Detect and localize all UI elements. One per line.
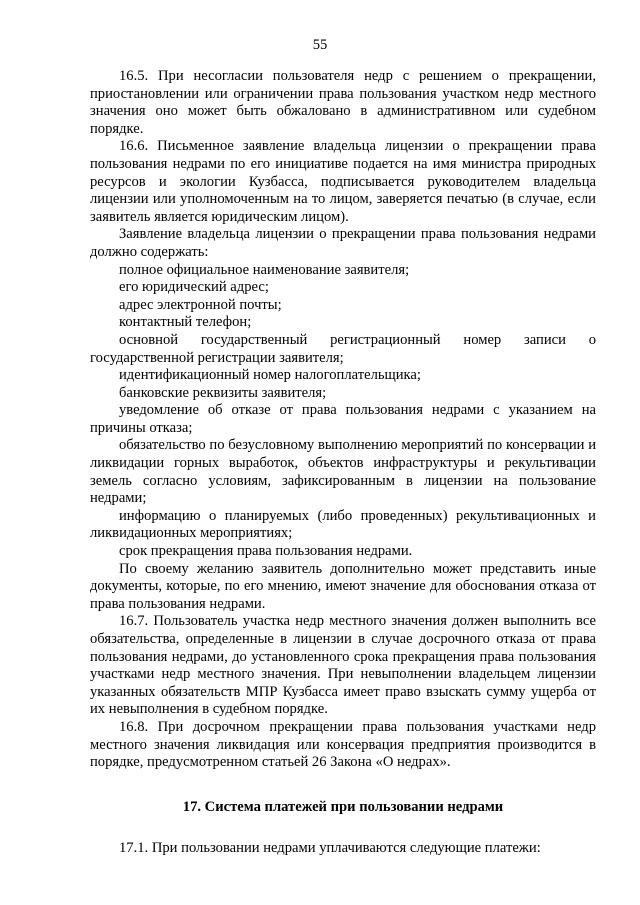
list-item: адрес электронной почты; <box>119 296 282 313</box>
paragraph-17-1: 17.1. При пользовании недрами уплачиваются следующие платежи: <box>119 840 541 857</box>
list-item: контактный телефон; <box>119 314 252 331</box>
list-item: информацию о планируемых (либо проведенных) рекультивационных и ликвидационных мероприятиях; <box>90 507 596 542</box>
page-number: 55 <box>312 37 328 53</box>
list-item: полное официальное наименование заявителя; <box>119 261 410 278</box>
list-item: обязательство по безусловному выполнению мероприятий по консервации и ликвидации горных выработок, объектов инфраструктуры и рекультивации земель согласно условиям, зафиксированным в лицензии на пользование недрами; <box>90 437 596 507</box>
list-item: банковские реквизиты заявителя; <box>119 384 327 401</box>
paragraph-16-8: 16.8. При досрочном прекращении права пользования участками недр местного значения ликвидация или консервация предприятия производится в порядке, предусмотренном статьей 26 Закона «О недрах». <box>90 718 596 771</box>
paragraph-16-5: 16.5. При несогласии пользователя недр с решением о прекращении, приостановлении или ограничении права пользования участком недр местного значения оно может быть обжаловано в административном или судебном порядке. <box>90 68 596 137</box>
list-item: идентификационный номер налогоплательщика; <box>119 367 421 384</box>
document-body <box>90 68 596 858</box>
list-item: основной государственный регистрационный номер записи о государственной регистрации заявителя; <box>90 331 596 366</box>
list-item: срок прекращения права пользования недрами. <box>119 543 413 560</box>
paragraph-application-content: Заявление владельца лицензии о прекращении права пользования недрами должно содержать: <box>90 226 596 260</box>
list-item: его юридический адрес; <box>119 279 269 296</box>
list-item: уведомление об отказе от права пользования недрами с указанием на причины отказа; <box>90 402 596 436</box>
paragraph-additional-documents: По своему желанию заявитель дополнительно может представить иные документы, которые, по его мнению, имеют значение для обоснования отказа от права пользования недрами. <box>90 560 596 612</box>
section-heading: 17. Система платежей при пользовании недрами <box>182 798 504 815</box>
paragraph-16-6: 16.6. Письменное заявление владельца лицензии о прекращении права пользования недрами по его инициативе подается на имя министра природных ресурсов и экологии Кузбасса, подписывается руководителем владельца лицензии или уполномоченным на то лицом, заверяется печатью (в случае, если заявитель является юридическим лицом). <box>90 138 596 225</box>
paragraph-16-7: 16.7. Пользователь участка недр местного значения должен выполнить все обязательства, определенные в лицензии в случае досрочного отказа от права пользования недрами, до установленного срока прекращения права пользования участками недр местного значения. При невыполнении владельцем лицензии указанных обязательств МПР Кузбасса имеет право взыскать сумму ущерба от их невыполнения в судебном порядке. <box>90 613 596 718</box>
